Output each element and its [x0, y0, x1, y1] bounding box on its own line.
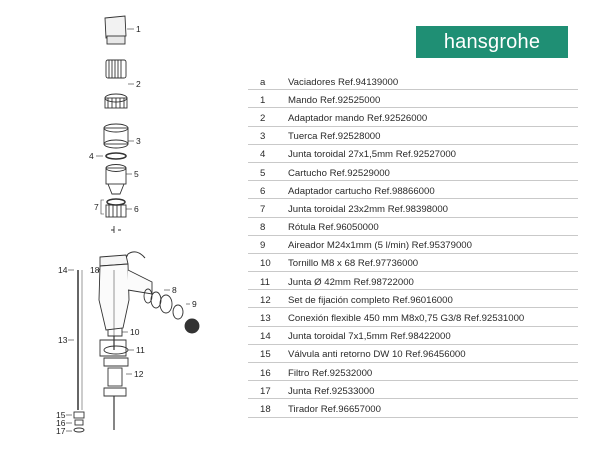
- callout-12: 12: [134, 369, 144, 379]
- part-description: Válvula anti retorno DW 10 Ref.96456000: [288, 349, 466, 361]
- parts-row: [248, 290, 578, 308]
- part-description: Tirador Ref.96657000: [288, 403, 381, 415]
- part-description: Junta Ø 42mm Ref.98722000: [288, 276, 414, 288]
- callout-4: 4: [89, 151, 94, 161]
- part-description: Adaptador cartucho Ref.98866000: [288, 185, 435, 197]
- part-number: 9: [260, 240, 266, 252]
- part-flex-hose: [68, 270, 82, 410]
- part-description: Rótula Ref.96050000: [288, 222, 379, 234]
- part-description: Junta toroidal 27x1,5mm Ref.92527000: [288, 149, 456, 161]
- parts-row: [248, 108, 578, 126]
- part-number: a: [260, 76, 266, 88]
- parts-row: [248, 272, 578, 290]
- parts-row: [248, 199, 578, 217]
- part-description: Junta toroidal 7x1,5mm Ref.98422000: [288, 331, 451, 343]
- part-number: 7: [260, 203, 266, 215]
- part-number: 10: [260, 258, 271, 270]
- part-adapter: [105, 60, 134, 108]
- parts-row: [248, 308, 578, 326]
- part-number: 6: [260, 185, 266, 197]
- callout-15: 15: [56, 410, 66, 420]
- parts-row: [248, 363, 578, 381]
- callout-3: 3: [136, 136, 141, 146]
- part-number: 8: [260, 222, 266, 234]
- part-cartridge: [106, 165, 132, 195]
- part-number: 18: [260, 403, 271, 415]
- part-number: 4: [260, 149, 266, 161]
- callout-5: 5: [134, 169, 139, 179]
- callout-14: 14: [58, 265, 68, 275]
- callout-13: 13: [58, 335, 68, 345]
- part-number: 3: [260, 131, 266, 143]
- part-nut: [104, 124, 134, 148]
- parts-row: [248, 236, 578, 254]
- part-number: 15: [260, 349, 271, 361]
- part-description: Conexión flexible 450 mm M8x0,75 G3/8 Ref.92531000: [288, 313, 525, 325]
- part-number: 13: [260, 313, 271, 325]
- parts-row: [248, 181, 578, 199]
- part-number: 14: [260, 331, 271, 343]
- part-fixing-set: [100, 340, 132, 430]
- parts-row: [248, 163, 578, 181]
- callout-6: 6: [134, 204, 139, 214]
- part-description: Adaptador mando Ref.92526000: [288, 112, 428, 124]
- part-check-valve: [66, 412, 84, 432]
- part-number: 12: [260, 294, 271, 306]
- part-cartridge-adapter: [101, 199, 132, 217]
- part-number: 16: [260, 367, 271, 379]
- part-description: Junta toroidal 23x2mm Ref.98398000: [288, 203, 448, 215]
- parts-row: [248, 72, 578, 90]
- part-seal: [104, 346, 128, 354]
- parts-row: [248, 218, 578, 236]
- parts-row: [248, 254, 578, 272]
- callout-18: 18: [90, 265, 100, 275]
- parts-list: [248, 72, 578, 418]
- parts-row: [248, 327, 578, 345]
- callout-7: 7: [94, 202, 99, 212]
- part-number: 5: [260, 167, 266, 179]
- part-description: Set de fijación completo Ref.96016000: [288, 294, 453, 306]
- parts-row: [248, 399, 578, 417]
- callout-8: 8: [172, 285, 177, 295]
- part-number: 17: [260, 385, 271, 397]
- part-description: Cartucho Ref.92529000: [288, 167, 390, 179]
- part-aerator-assembly: [144, 289, 199, 333]
- exploded-parts-diagram: [0, 0, 240, 450]
- part-description: Tornillo M8 x 68 Ref.97736000: [288, 258, 419, 270]
- hansgrohe-logo: hansgrohe: [416, 26, 568, 58]
- part-description: Aireador M24x1mm (5 l/min) Ref.95379000: [288, 240, 472, 252]
- part-number: 11: [260, 276, 270, 288]
- parts-row: [248, 145, 578, 163]
- parts-row: [248, 345, 578, 363]
- callout-2: 2: [136, 79, 141, 89]
- callout-10: 10: [130, 327, 140, 337]
- callout-9: 9: [192, 299, 197, 309]
- callout-1: 1: [136, 24, 141, 34]
- callout-11: 11: [136, 345, 145, 355]
- part-number: 2: [260, 112, 266, 124]
- part-description: Junta Ref.92533000: [288, 385, 375, 397]
- part-number: 1: [260, 94, 266, 106]
- part-oring-4: [106, 153, 126, 159]
- parts-row: [248, 381, 578, 399]
- part-description: Filtro Ref.92532000: [288, 367, 373, 379]
- callout-17: 17: [56, 426, 66, 436]
- part-description: Vaciadores Ref.94139000: [288, 76, 399, 88]
- part-description: Mando Ref.92525000: [288, 94, 381, 106]
- callout-16: 16: [56, 418, 66, 428]
- part-handle: [105, 16, 134, 44]
- part-description: Tuerca Ref.92528000: [288, 131, 381, 143]
- parts-row: [248, 90, 578, 108]
- parts-row: [248, 127, 578, 145]
